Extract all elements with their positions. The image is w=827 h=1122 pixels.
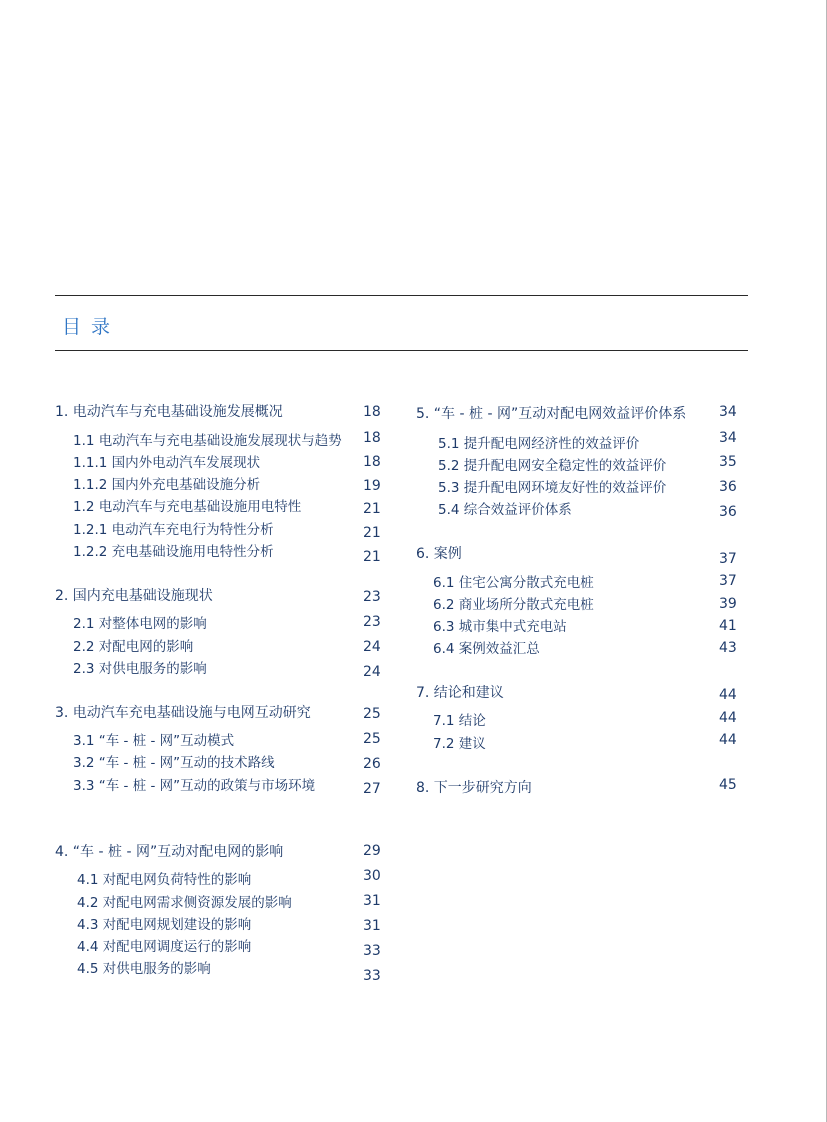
toc-page-s6-4: 43 (719, 640, 737, 656)
toc-page-s6-3: 41 (719, 618, 737, 634)
toc-page-s8: 45 (719, 777, 737, 793)
toc-page-s7-2: 44 (719, 732, 737, 748)
toc-page-s2-2: 24 (363, 639, 381, 655)
toc-page-s6-1: 37 (719, 573, 737, 589)
toc-page-s4-4: 33 (363, 943, 381, 959)
toc-page-s2-1: 23 (363, 614, 381, 630)
toc-entry-s4-2[interactable]: 4.2 对配电网需求侧资源发展的影响 (77, 895, 292, 911)
toc-page-s2-3: 24 (363, 664, 381, 680)
toc-entry-s1-2-1[interactable]: 1.2.1 电动汽车充电行为特性分析 (73, 522, 274, 538)
toc-heading: 目 录 (62, 316, 113, 338)
toc-entry-s2-3[interactable]: 2.3 对供电服务的影响 (73, 661, 207, 677)
toc-entry-s6-3[interactable]: 6.3 城市集中式充电站 (433, 619, 567, 635)
toc-entry-s7-2[interactable]: 7.2 建议 (433, 736, 486, 752)
toc-entry-s5-3[interactable]: 5.3 提升配电网环境友好性的效益评价 (438, 480, 667, 496)
toc-page-s5-3: 36 (719, 479, 737, 495)
toc-entry-s6[interactable]: 6. 案例 (416, 546, 462, 562)
toc-entry-s3-2[interactable]: 3.2 “车 - 桩 - 网”互动的技术路线 (73, 755, 275, 771)
toc-page-s6: 37 (719, 551, 737, 567)
top-rule (55, 295, 748, 296)
toc-page-s4-1: 30 (363, 868, 381, 884)
toc-page-s1-2-2: 21 (363, 549, 381, 565)
toc-entry-s6-1[interactable]: 6.1 住宅公寓分散式充电桩 (433, 575, 594, 591)
toc-entry-s3[interactable]: 3. 电动汽车充电基础设施与电网互动研究 (55, 705, 311, 721)
bottom-rule (55, 350, 748, 351)
toc-page-s3-1: 25 (363, 731, 381, 747)
toc-page-s1: 18 (363, 404, 381, 420)
toc-page-s5: 34 (719, 404, 737, 420)
toc-entry-s2-1[interactable]: 2.1 对整体电网的影响 (73, 616, 207, 632)
toc-entry-s5-4[interactable]: 5.4 综合效益评价体系 (438, 502, 572, 518)
toc-entry-s6-2[interactable]: 6.2 商业场所分散式充电桩 (433, 597, 594, 613)
toc-page-s2: 23 (363, 589, 381, 605)
toc-entry-s4-3[interactable]: 4.3 对配电网规划建设的影响 (77, 917, 252, 933)
toc-page-s4-3: 31 (363, 918, 381, 934)
toc-page-s7-1: 44 (719, 710, 737, 726)
toc-page-s1-1-1: 18 (363, 454, 381, 470)
toc-entry-s3-1[interactable]: 3.1 “车 - 桩 - 网”互动模式 (73, 733, 235, 749)
toc-page-s1-1: 18 (363, 430, 381, 446)
toc-page-s1-2-1: 21 (363, 525, 381, 541)
toc-page-s4: 29 (363, 843, 381, 859)
toc-entry-s2-2[interactable]: 2.2 对配电网的影响 (73, 639, 194, 655)
toc-page-s1-1-2: 19 (363, 478, 381, 494)
toc-entry-s1-2[interactable]: 1.2 电动汽车与充电基础设施用电特性 (73, 499, 302, 515)
toc-page-s3: 25 (363, 706, 381, 722)
toc-page-s4-5: 33 (363, 968, 381, 984)
toc-entry-s4[interactable]: 4. “车 - 桩 - 网”互动对配电网的影响 (55, 844, 284, 860)
toc-page-s4-2: 31 (363, 893, 381, 909)
toc-page-s3-3: 27 (363, 781, 381, 797)
toc-entry-s5[interactable]: 5. “车 - 桩 - 网”互动对配电网效益评价体系 (416, 406, 687, 422)
toc-page-s5-1: 34 (719, 430, 737, 446)
toc-entry-s8[interactable]: 8. 下一步研究方向 (416, 780, 532, 796)
toc-entry-s3-3[interactable]: 3.3 “车 - 桩 - 网”互动的政策与市场环境 (73, 778, 316, 794)
toc-page-s5-2: 35 (719, 454, 737, 470)
toc-page-s1-2: 21 (363, 501, 381, 517)
toc-entry-s7[interactable]: 7. 结论和建议 (416, 685, 504, 701)
toc-page-s3-2: 26 (363, 756, 381, 772)
toc-entry-s1-1-2[interactable]: 1.1.2 国内外充电基础设施分析 (73, 477, 261, 493)
toc-entry-s1-1[interactable]: 1.1 电动汽车与充电基础设施发展现状与趋势 (73, 433, 342, 449)
toc-page-s6-2: 39 (719, 596, 737, 612)
toc-entry-s5-2[interactable]: 5.2 提升配电网安全稳定性的效益评价 (438, 458, 667, 474)
toc-page-s7: 44 (719, 687, 737, 703)
toc-entry-s1-2-2[interactable]: 1.2.2 充电基础设施用电特性分析 (73, 544, 274, 560)
toc-entry-s1[interactable]: 1. 电动汽车与充电基础设施发展概况 (55, 404, 283, 420)
toc-page-s5-4: 36 (719, 504, 737, 520)
toc-entry-s5-1[interactable]: 5.1 提升配电网经济性的效益评价 (438, 436, 640, 452)
toc-entry-s4-4[interactable]: 4.4 对配电网调度运行的影响 (77, 939, 252, 955)
toc-entry-s7-1[interactable]: 7.1 结论 (433, 713, 486, 729)
toc-entry-s4-5[interactable]: 4.5 对供电服务的影响 (77, 961, 211, 977)
toc-entry-s4-1[interactable]: 4.1 对配电网负荷特性的影响 (77, 872, 252, 888)
toc-entry-s1-1-1[interactable]: 1.1.1 国内外电动汽车发展现状 (73, 455, 261, 471)
toc-entry-s2[interactable]: 2. 国内充电基础设施现状 (55, 588, 213, 604)
toc-entry-s6-4[interactable]: 6.4 案例效益汇总 (433, 641, 540, 657)
